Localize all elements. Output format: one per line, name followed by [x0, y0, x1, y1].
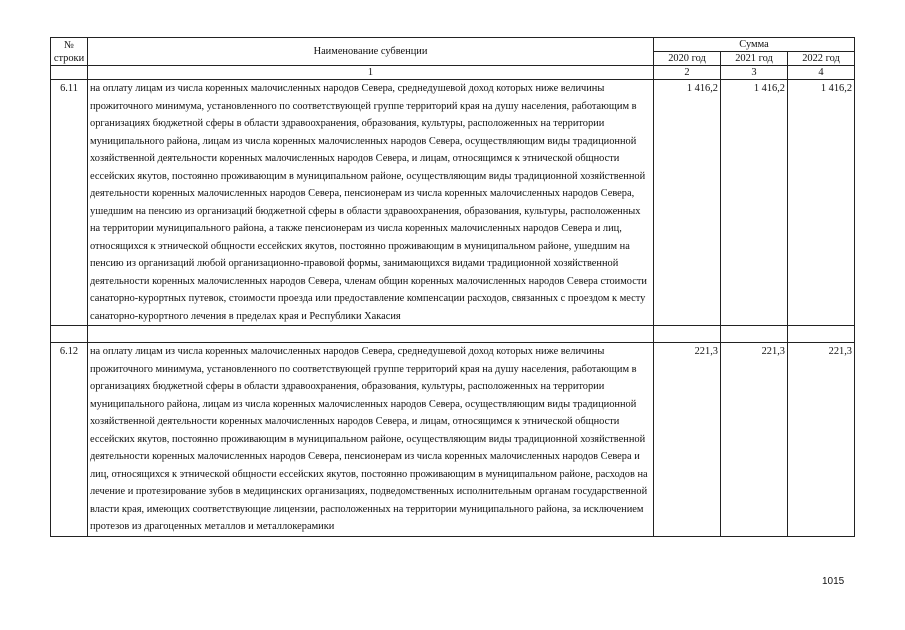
- value-2020: 221,3: [654, 343, 721, 537]
- value-2022: 1 416,2: [788, 80, 855, 326]
- spacer-row: [51, 326, 855, 343]
- value-2021: 1 416,2: [721, 80, 788, 326]
- page-number: 1015: [822, 576, 845, 587]
- column-number-empty: [51, 66, 88, 80]
- subvention-text: на оплату лицам из числа коренных малочисленных народов Севера, среднедушевой доход которых ниже величины прожиточного минимума, установленного по соответствующей группе территорий края на душу населения, работающим в организациях бюджетной сферы в области здравоохранения, образования, культуры, расположенных на территории муниципального района, лицам из числа коренных малочисленных народов Севера, осуществляющим виды традиционной хозяйственной деятельности коренных малочисленных народов Севера, и лицам, относящимся к этнической общности ессейских якутов, постоянно проживающим в муниципальном районе, осуществляющим виды традиционной хозяйственной деятельности коренных малочисленных народов Севера, пенсионерам из числа коренных малочисленных народов Севера и лиц, относящихся к этнической общности ессейских якутов, постоянно проживающим в муниципальном районе, расходов на лечение и протезирование зубов в медицинских организациях, подведомственных исполнительным органам государственной власти края, имеющих соответствующие лицензии, расположенных на территории муниципального района, за исключением протезов из драгоценных металлов и металлокерамики: [88, 343, 654, 537]
- sum-header: Сумма: [654, 38, 855, 52]
- table-row: [51, 80, 855, 326]
- column-numbers-row: [51, 66, 855, 80]
- column-number-4: 4: [788, 66, 855, 80]
- column-number-3: 3: [721, 66, 788, 80]
- table-row: [51, 343, 855, 537]
- column-number-1: 1: [88, 66, 654, 80]
- value-2022: 221,3: [788, 343, 855, 537]
- header-row-1: [51, 38, 855, 52]
- row-number-header: [51, 38, 88, 66]
- year-2021-header: 2021 год: [721, 52, 788, 66]
- row-number: 6.11: [51, 80, 88, 326]
- year-2020-header: 2020 год: [654, 52, 721, 66]
- column-number-2: 2: [654, 66, 721, 80]
- subvention-text: на оплату лицам из числа коренных малочисленных народов Севера, среднедушевой доход которых ниже величины прожиточного минимума, установленного по соответствующей группе территорий края на душу населения, работающим в организациях бюджетной сферы в области здравоохранения, образования, культуры, расположенных на территории муниципального района, лицам из числа коренных малочисленных народов Севера, осуществляющим виды традиционной хозяйственной деятельности коренных малочисленных народов Севера, и лицам, относящимся к этнической общности ессейских якутов, постоянно проживающим в муниципальном районе, осуществляющим виды традиционной хозяйственной деятельности коренных малочисленных народов Севера, пенсионерам из числа коренных малочисленных народов Севера, ушедшим на пенсию из организаций бюджетной сферы в области здравоохранения, образования, культуры, расположенных на территории муниципального района, а также пенсионерам из числа коренных малочисленных народов Севера и лиц, относящихся к этнической общности ессейских якутов, постоянно проживающим в муниципальном районе, ушедшим на пенсию из организаций любой организационно-правовой формы, занимающихся видами традиционной хозяйственной деятельности коренных малочисленных народов Севера, членам общин коренных малочисленных народов Севера стоимости санаторно-курортных путевок, стоимости проезда или предоставление компенсации расходов, связанных с проездом к месту санаторно-курортного лечения в пределах края и Республики Хакасия: [88, 80, 654, 326]
- row-number-header-line2: строки: [53, 52, 85, 64]
- value-2021: 221,3: [721, 343, 788, 537]
- row-number-header-line1: №: [64, 39, 74, 51]
- year-2022-header: 2022 год: [788, 52, 855, 66]
- subvention-table: [50, 37, 855, 537]
- name-header: Наименование субвенции: [88, 38, 654, 66]
- row-number: 6.12: [51, 343, 88, 537]
- value-2020: 1 416,2: [654, 80, 721, 326]
